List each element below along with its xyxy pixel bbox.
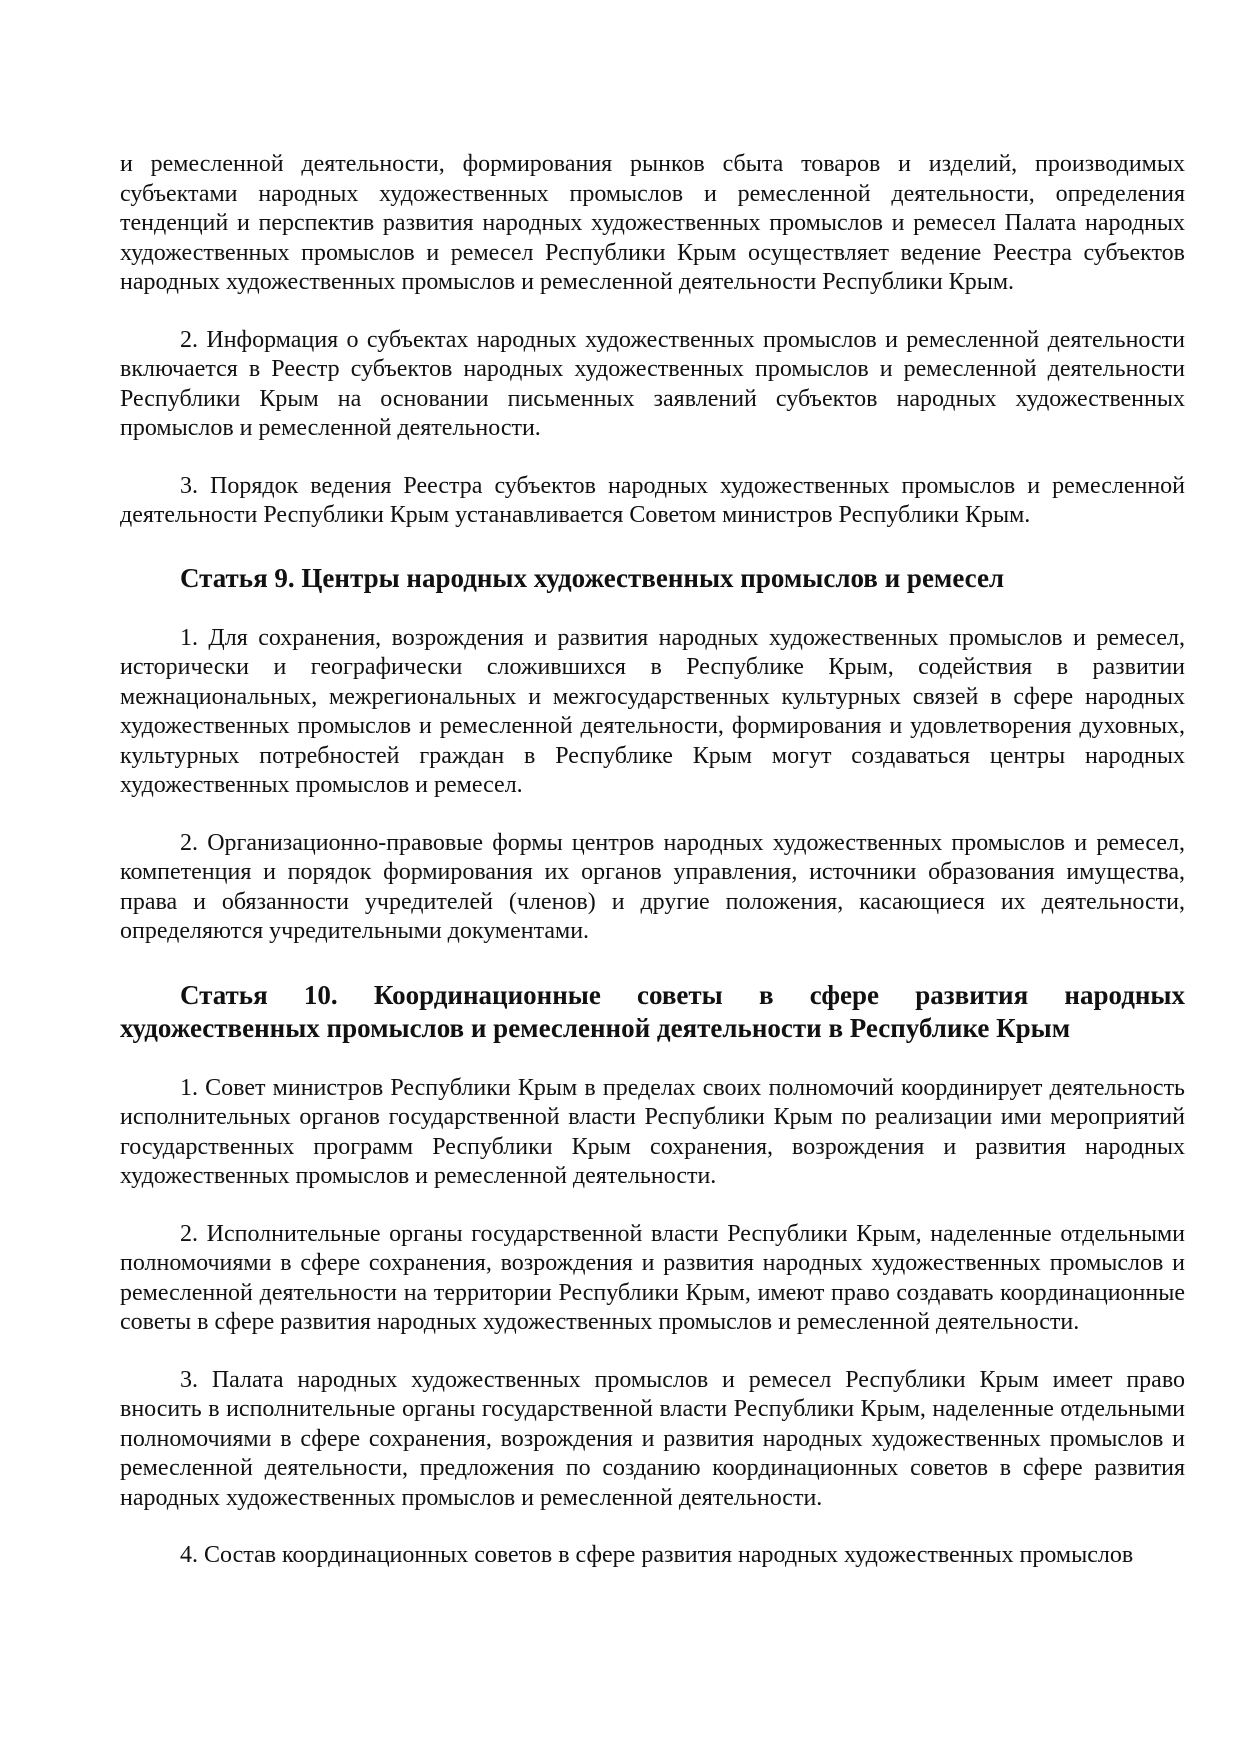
- article9-paragraph-1: 1. Для сохранения, возрождения и развития народных художественных промыслов и ремесел, исторически и географически сложившихся в Республике Крым, содействия в развитии межнациональных, межрегиональных и межгосударственных культурных связей в сфере народных художественных промыслов и ремесленной деятельности, формирования и удовлетворения духовных, культурных потребностей граждан в Республике Крым могут создаваться центры народных художественных промыслов и ремесел.: [120, 624, 1185, 798]
- article10-heading: Статья 10. Координационные советы в сфере развития народных художественных промыслов и ремесленной деятельности в Республике Крым: [120, 979, 1185, 1043]
- article9-heading: Статья 9. Центры народных художественных промыслов и ремесел: [180, 562, 1005, 593]
- continuation-paragraph: и ремесленной деятельности, формирования рынков сбыта товаров и изделий, производимых субъектами народных художественных промыслов и ремесленной деятельности, определения тенденций и перспектив развития народных художественных промыслов и ремесел Палата народных художественных промыслов и ремесел Республики Крым осуществляет ведение Реестра субъектов народных художественных промыслов и ремесленной деятельности Республики Крым.: [120, 151, 1185, 295]
- article9-paragraph-2: 2. Организационно-правовые формы центров народных художественных промыслов и ремесел, компетенция и порядок формирования их органов управления, источники образования имущества, права и обязанности учредителей (членов) и другие положения, касающиеся их деятельности, определяются учредительными документами.: [120, 829, 1185, 944]
- article10-paragraph-4: 4. Состав координационных советов в сфере развития народных художественных промыслов: [180, 1542, 1134, 1568]
- article10-paragraph-1: 1. Совет министров Республики Крым в пределах своих полномочий координирует деятельность исполнительных органов государственной власти Республики Крым по реализации ими мероприятий государственных программ Республики Крым сохранения, возрождения и развития народных художественных промыслов и ремесленной деятельности.: [120, 1074, 1185, 1189]
- article8-paragraph-3: 3. Порядок ведения Реестра субъектов народных художественных промыслов и ремесленной деятельности Республики Крым устанавливается Советом министров Республики Крым.: [120, 472, 1185, 528]
- document-page: [120, 150, 1185, 1571]
- article10-paragraph-3: 3. Палата народных художественных промыслов и ремесел Республики Крым имеет право вносить в исполнительные органы государственной власти Республики Крым, наделенные отдельными полномочиями в сфере сохранения, возрождения и развития народных художественных промыслов и ремесленной деятельности, предложения по созданию координационных советов в сфере развития народных художественных промыслов и ремесленной деятельности.: [120, 1366, 1185, 1511]
- article10-paragraph-2: 2. Исполнительные органы государственной власти Республики Крым, наделенные отдельными полномочиями в сфере сохранения, возрождения и развития народных художественных промыслов и ремесленной деятельности на территории Республики Крым, имеют право создавать координационные советы в сфере развития народных художественных промыслов и ремесленной деятельности.: [120, 1220, 1185, 1335]
- article8-paragraph-2: 2. Информация о субъектах народных художественных промыслов и ремесленной деятельности включается в Реестр субъектов народных художественных промыслов и ремесленной деятельности Республики Крым на основании письменных заявлений субъектов народных художественных промыслов и ремесленной деятельности.: [120, 326, 1185, 441]
